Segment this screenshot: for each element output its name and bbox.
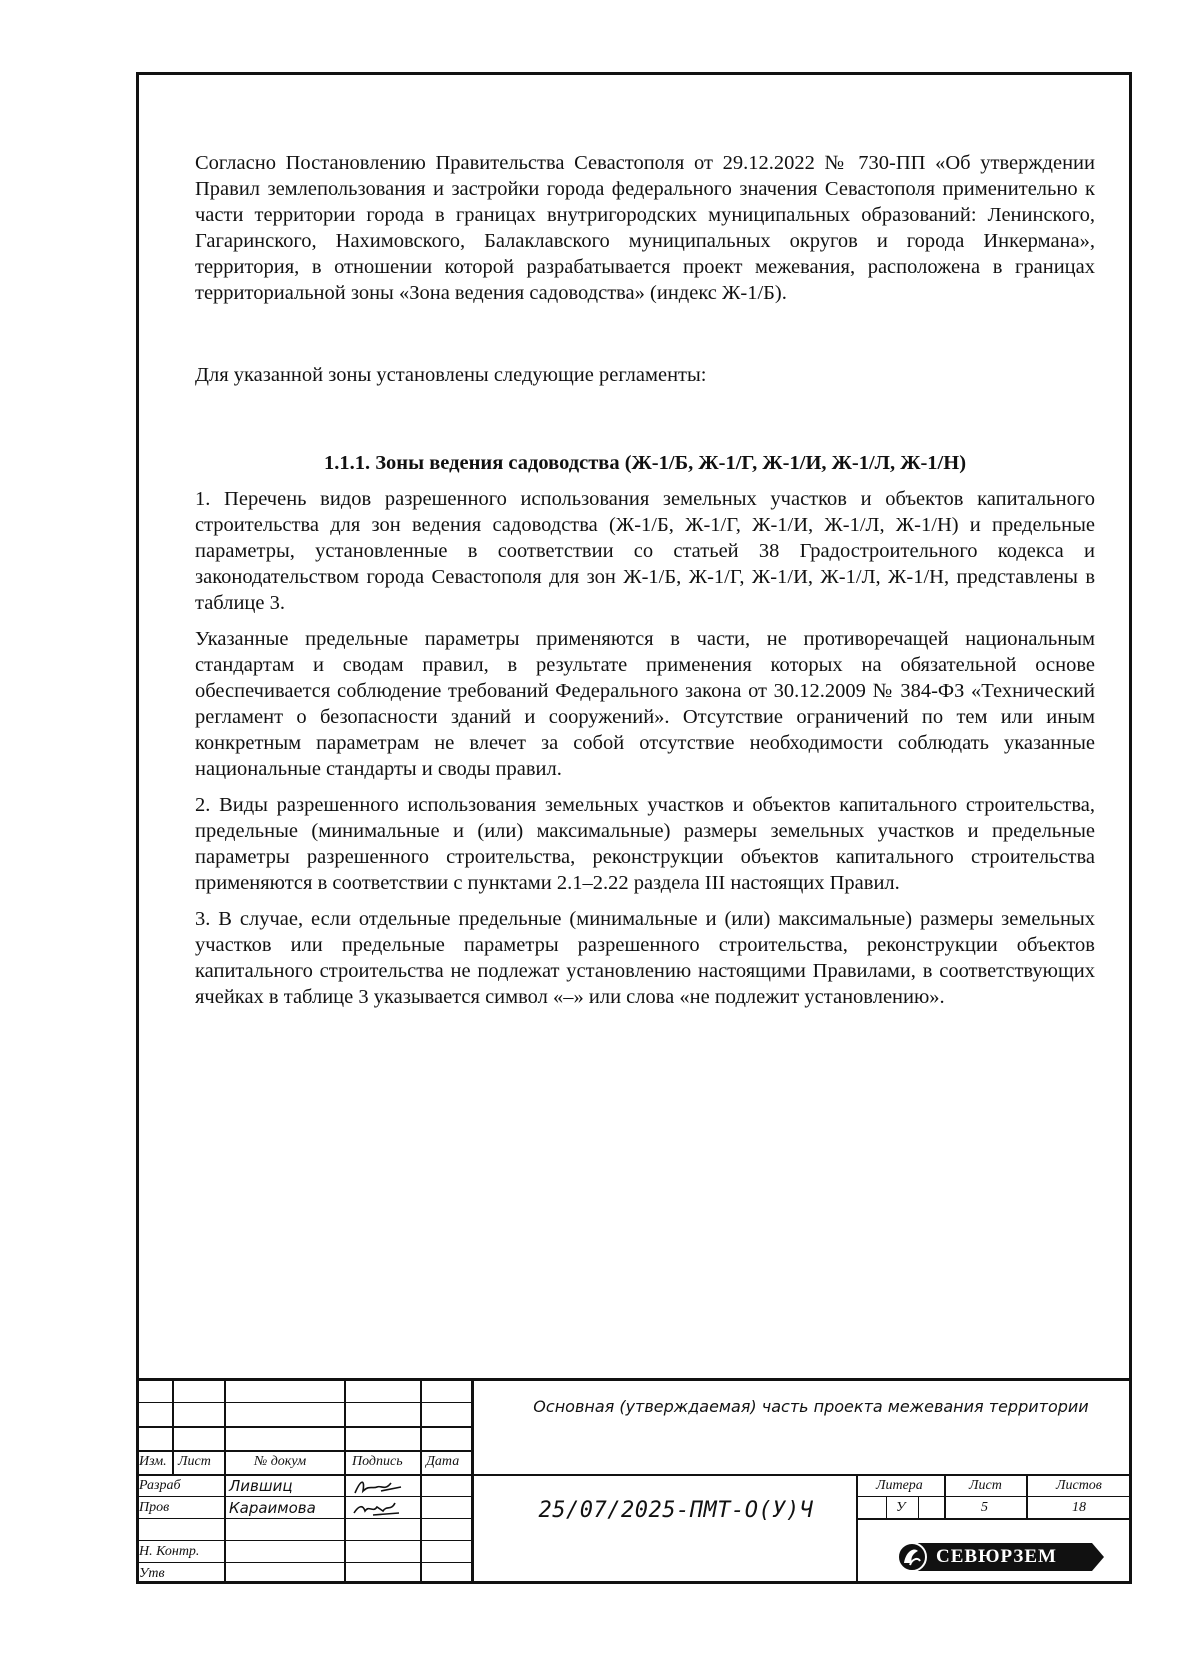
section-heading: 1.1.1. Зоны ведения садоводства (Ж-1/Б, Ж-1/Г, Ж-1/И, Ж-1/Л, Ж-1/Н) (323, 452, 967, 474)
header-date: Дата (426, 1454, 460, 1469)
document-code: 25/07/2025-ПМТ-О(У)Ч (538, 1498, 814, 1523)
document-body (195, 150, 1095, 1010)
company-name: СЕВЮРЗЕМ (936, 1546, 1057, 1567)
company-logo (896, 1541, 1106, 1573)
signature-razrab (351, 1477, 411, 1497)
signature-prov (351, 1499, 411, 1519)
litera-label: Литера (876, 1478, 923, 1493)
stamp-title: Основная (утверждаемая) часть проекта межевания территории (533, 1397, 1089, 1416)
paragraph-1: 1. Перечень видов разрешенного использования земельных участков и объектов капитального строительства для зон ведения садоводства (Ж-1/Б, Ж-1/Г, Ж-1/И, Ж-1/Л, Ж-1/Н) и предельные параметры, установленные в соответствии со статьей 38 Градостроительного кодекса и законодательством города Севастополя для зон Ж-1/Б, Ж-1/Г, Ж-1/И, Ж-1/Л, Ж-1/Н, представлены в таблице 3. (195, 488, 1095, 614)
header-doc: № докум (254, 1454, 307, 1469)
list-label: Лист (969, 1478, 1002, 1493)
name-prov: Караимова (229, 1499, 316, 1517)
lead-paragraph: Для указанной зоны установлены следующие регламенты: (195, 364, 707, 386)
paragraph-2: Указанные предельные параметры применяются в части, не противоречащей национальным стандартам и сводам правил, в результате применения которых на обязательной основе обеспечивается соблюдение требований Федерального закона от 30.12.2009 № 384-ФЗ «Технический регламент о безопасности зданий и сооружений». Отсутствие ограничений по тем или иным конкретным параметрам не влечет за собой отсутствие необходимости соблюдать указанные национальные стандарты и своды правил. (195, 628, 1095, 780)
role-utv: Утв (139, 1566, 165, 1581)
header-izm: Изм. (139, 1454, 167, 1469)
role-prov: Пров (139, 1500, 170, 1515)
role-nkontr: Н. Контр. (139, 1544, 200, 1559)
litera-value: У (896, 1500, 906, 1515)
list-value: 5 (981, 1500, 988, 1515)
paragraph-3: 2. Виды разрешенного использования земельных участков и объектов капитального строительства, предельные (минимальные и (или) максимальные) размеры земельных участков и предельные параметры разрешенного строительства, реконструкции объектов капитального строительства применяются в соответствии с пунктами 2.1–2.22 раздела III настоящих Правил. (195, 794, 1095, 894)
header-sign: Подпись (352, 1454, 403, 1469)
title-block (136, 1378, 1132, 1584)
intro-paragraph: Согласно Постановлению Правительства Севастополя от 29.12.2022 № 730-ПП «Об утверждении Правил землепользования и застройки города федерального значения Севастополя применительно к части территории города в границах внутригородских муниципальных образований: Ленинского, Гагаринского, Нахимовского, Балаклавского муниципальных округов и города Инкермана», территория, в отношении которой разрабатывается проект межевания, расположена в границах территориальной зоны «Зона ведения садоводства» (индекс Ж-1/Б). (195, 152, 1095, 304)
name-razrab: Лившиц (229, 1477, 293, 1495)
paragraph-4: 3. В случае, если отдельные предельные (минимальные и (или) максимальные) размеры земельных участков или предельные параметры разрешенного строительства, реконструкции объектов капитального строительства не подлежат установлению настоящими Правилами, в соответствующих ячейках в таблице 3 указывается символ «–» или слова «не подлежит установлению». (195, 908, 1095, 1008)
header-list: Лист (178, 1454, 211, 1469)
listov-label: Листов (1056, 1478, 1102, 1493)
role-razrab: Разраб (139, 1478, 181, 1493)
listov-value: 18 (1072, 1500, 1086, 1515)
